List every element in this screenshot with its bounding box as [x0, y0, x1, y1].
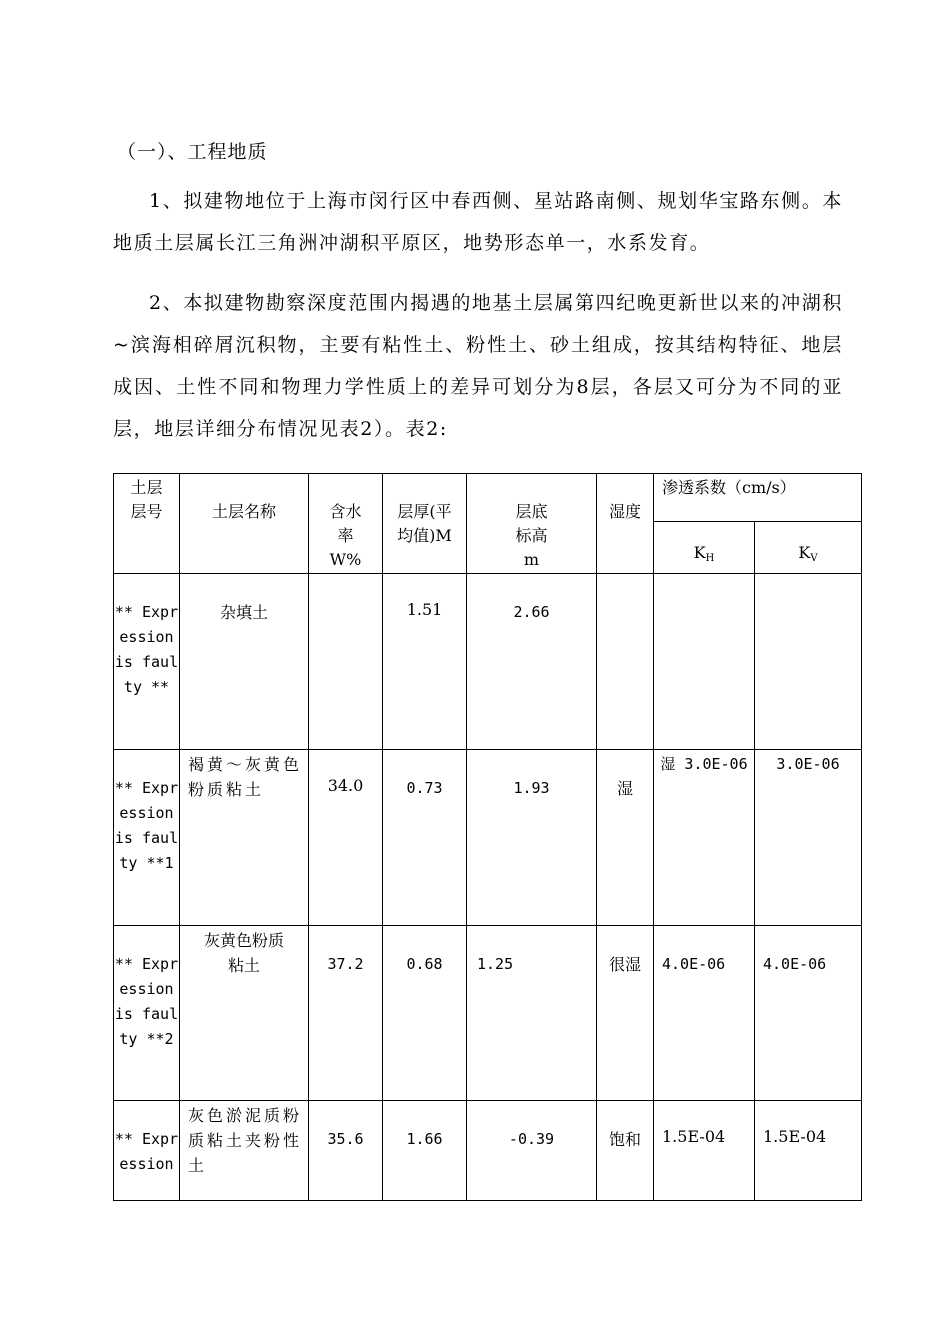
header-kh: $K_H$ [654, 522, 755, 574]
permeability-kh: 湿 3.0E-06 [654, 750, 755, 926]
header-bottom-elevation: 层底标高m [467, 474, 597, 574]
bottom-elevation: 1.93 [467, 750, 597, 926]
water-content [309, 574, 383, 750]
table-row [114, 750, 862, 926]
humidity: 湿 [597, 750, 654, 926]
header-thickness: 层厚(平均值)M [383, 474, 467, 574]
bottom-elevation: 1.25 [467, 926, 597, 1101]
paragraph-site-location: 1、拟建物地位于上海市闵行区中春西侧、星站路南侧、规划华宝路东侧。本地质土层属长江三角洲冲湖积平原区，地势形态单一，水系发育。 [113, 190, 843, 254]
header-kv: $K_V$ [755, 522, 862, 574]
table-row [114, 926, 862, 1101]
permeability-kv: 3.0E-06 [755, 750, 862, 926]
layer-name: 灰黄色粉质粘土 [180, 926, 309, 1101]
layer-name: 褐黄～灰黄色粉质粘土 [180, 750, 309, 926]
permeability-kv: 4.0E-06 [755, 926, 862, 1101]
soil-layer-table [113, 473, 862, 1201]
table-row [114, 574, 862, 750]
water-content: 34.0 [309, 750, 383, 926]
header-layer-no: 土层层号 [114, 474, 180, 574]
paragraph-soil-layers: 2、本拟建物勘察深度范围内揭遇的地基土层属第四纪晚更新世以来的冲湖积~滨海相碎屑沉积物，主要有粘性土、粉性土、砂土组成，按其结构特征、地层成因、土性不同和物理力学性质上的差异可划分为8层，各层又可分为不同的亚层，地层详细分布情况见表2）。表2: [113, 292, 843, 440]
layer-code: ** Expression [114, 1101, 180, 1201]
water-content: 37.2 [309, 926, 383, 1101]
humidity: 饱和 [597, 1101, 654, 1201]
thickness: 0.68 [383, 926, 467, 1101]
layer-name: 灰色淤泥质粉质粘土夹粉性土 [180, 1101, 309, 1201]
permeability-kh: 1.5E-04 [654, 1101, 755, 1201]
layer-code: ** Expression is faulty **2 [114, 926, 180, 1101]
permeability-kv: 1.5E-04 [755, 1101, 862, 1201]
thickness: 1.66 [383, 1101, 467, 1201]
table-row [114, 1101, 862, 1201]
thickness: 0.73 [383, 750, 467, 926]
header-layer-name: 土层名称 [180, 474, 309, 574]
humidity [597, 574, 654, 750]
permeability-kh [654, 574, 755, 750]
permeability-kh: 4.0E-06 [654, 926, 755, 1101]
bottom-elevation: -0.39 [467, 1101, 597, 1201]
header-humidity: 湿度 [597, 474, 654, 574]
humidity: 很湿 [597, 926, 654, 1101]
layer-code: ** Expression is faulty **1 [114, 750, 180, 926]
header-water-content: 含水率W% [309, 474, 383, 574]
thickness: 1.51 [383, 574, 467, 750]
permeability-kv [755, 574, 862, 750]
header-permeability: 渗透系数（cm/s） [654, 474, 862, 522]
bottom-elevation: 2.66 [467, 574, 597, 750]
water-content: 35.6 [309, 1101, 383, 1201]
layer-code: ** Expression is faulty ** [114, 574, 180, 750]
layer-name: 杂填土 [180, 574, 309, 750]
section-heading: （一）、工程地质 [117, 141, 268, 163]
